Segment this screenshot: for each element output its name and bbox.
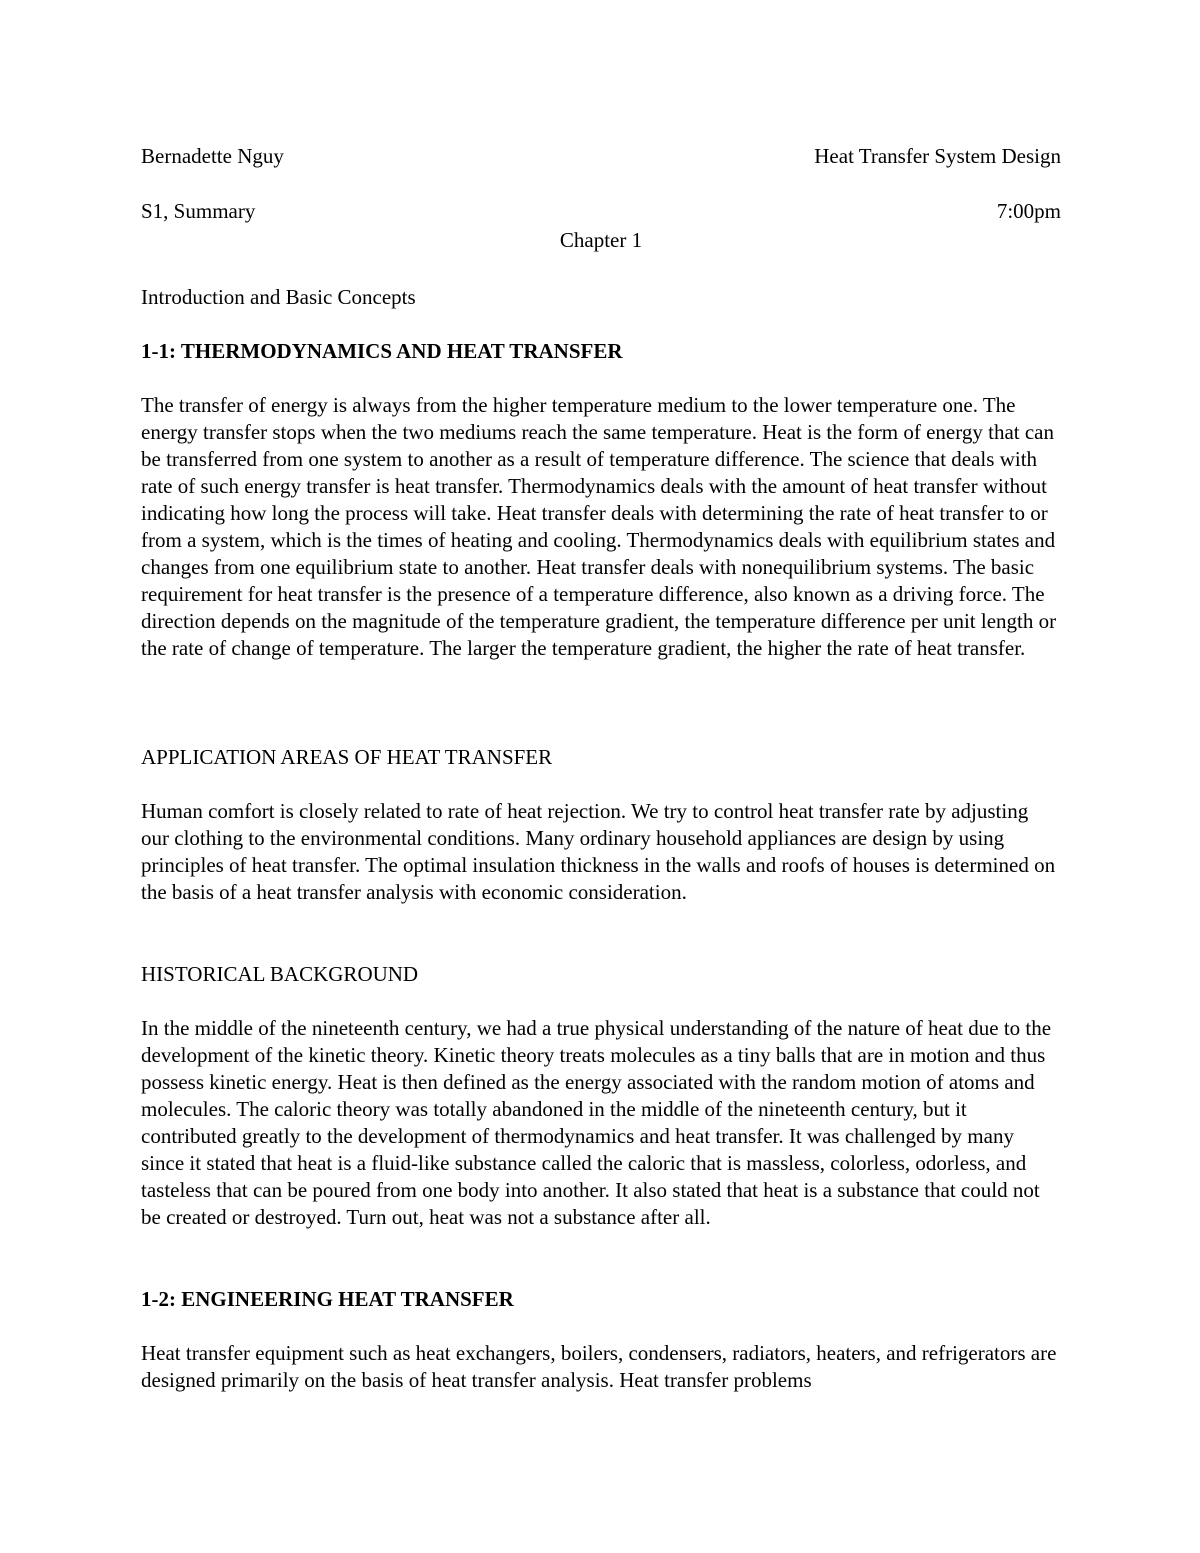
section-1-paragraph: The transfer of energy is always from the higher temperature medium to the lower temperature one. The energy transfer stops when the two mediums reach the same temperature. Heat is the form of energy that can be transferred from one system to another as a result of temperature difference. The science that deals with rate of such energy transfer is heat transfer. Thermodynamics deals with the amount of heat transfer without indicating how long the process will take. Heat transfer deals with determining the rate of heat transfer to or from a system, which is the times of heating and cooling. Thermodynamics deals with equilibrium states and changes from one equilibrium state to another. Heat transfer deals with nonequilibrium systems. The basic requirement for heat transfer is the presence of a temperature difference, also known as a driving force. The direction depends on the magnitude of the temperature gradient, the temperature difference per unit length or the rate of change of temperature. The larger the temperature gradient, the higher the rate of heat transfer. xyxy=(141,393,1057,660)
section-2-paragraph: Heat transfer equipment such as heat exchangers, boilers, condensers, radiators, heaters, and refrigerators are designed primarily on the basis of heat transfer analysis. Heat transfer problems xyxy=(141,1341,1057,1392)
history-heading: HISTORICAL BACKGROUND xyxy=(141,962,419,986)
chapter-subtitle: Introduction and Basic Concepts xyxy=(141,285,416,309)
history-paragraph: In the middle of the nineteenth century, we had a true physical understanding of the nature of heat due to the development of the kinetic theory. Kinetic theory treats molecules as a tiny balls that are in motion and thus possess kinetic energy. Heat is then defined as the energy associated with the random motion of atoms and molecules. The caloric theory was totally abandoned in the middle of the nineteenth century, but it contributed greatly to the development of thermodynamics and heat transfer. It was challenged by many since it stated that heat is a fluid-like substance called the caloric that is massless, colorless, odorless, and tasteless that can be poured from one body into another. It also stated that heat is a substance that could not be created or destroyed. Turn out, heat was not a substance after all. xyxy=(141,1016,1052,1229)
course-title: Heat Transfer System Design xyxy=(814,144,1061,168)
header-line-1 xyxy=(141,143,1061,170)
section-label: S1, Summary xyxy=(141,199,256,223)
header-line-2 xyxy=(141,198,1061,225)
class-time: 7:00pm xyxy=(996,199,1061,223)
section-1-heading: 1-1: THERMODYNAMICS AND HEAT TRANSFER xyxy=(141,339,623,363)
applications-paragraph: Human comfort is closely related to rate of heat rejection. We try to control heat transfer rate by adjusting our clothing to the environmental conditions. Many ordinary household appliances are design by using principles of heat transfer. The optimal insulation thickness in the walls and roofs of houses is determined on the basis of a heat transfer analysis with economic consideration. xyxy=(141,799,1056,904)
chapter-title: Chapter 1 xyxy=(559,228,643,252)
applications-heading: APPLICATION AREAS OF HEAT TRANSFER xyxy=(141,745,553,769)
section-2-heading: 1-2: ENGINEERING HEAT TRANSFER xyxy=(141,1287,514,1311)
author-name: Bernadette Nguy xyxy=(141,144,284,168)
